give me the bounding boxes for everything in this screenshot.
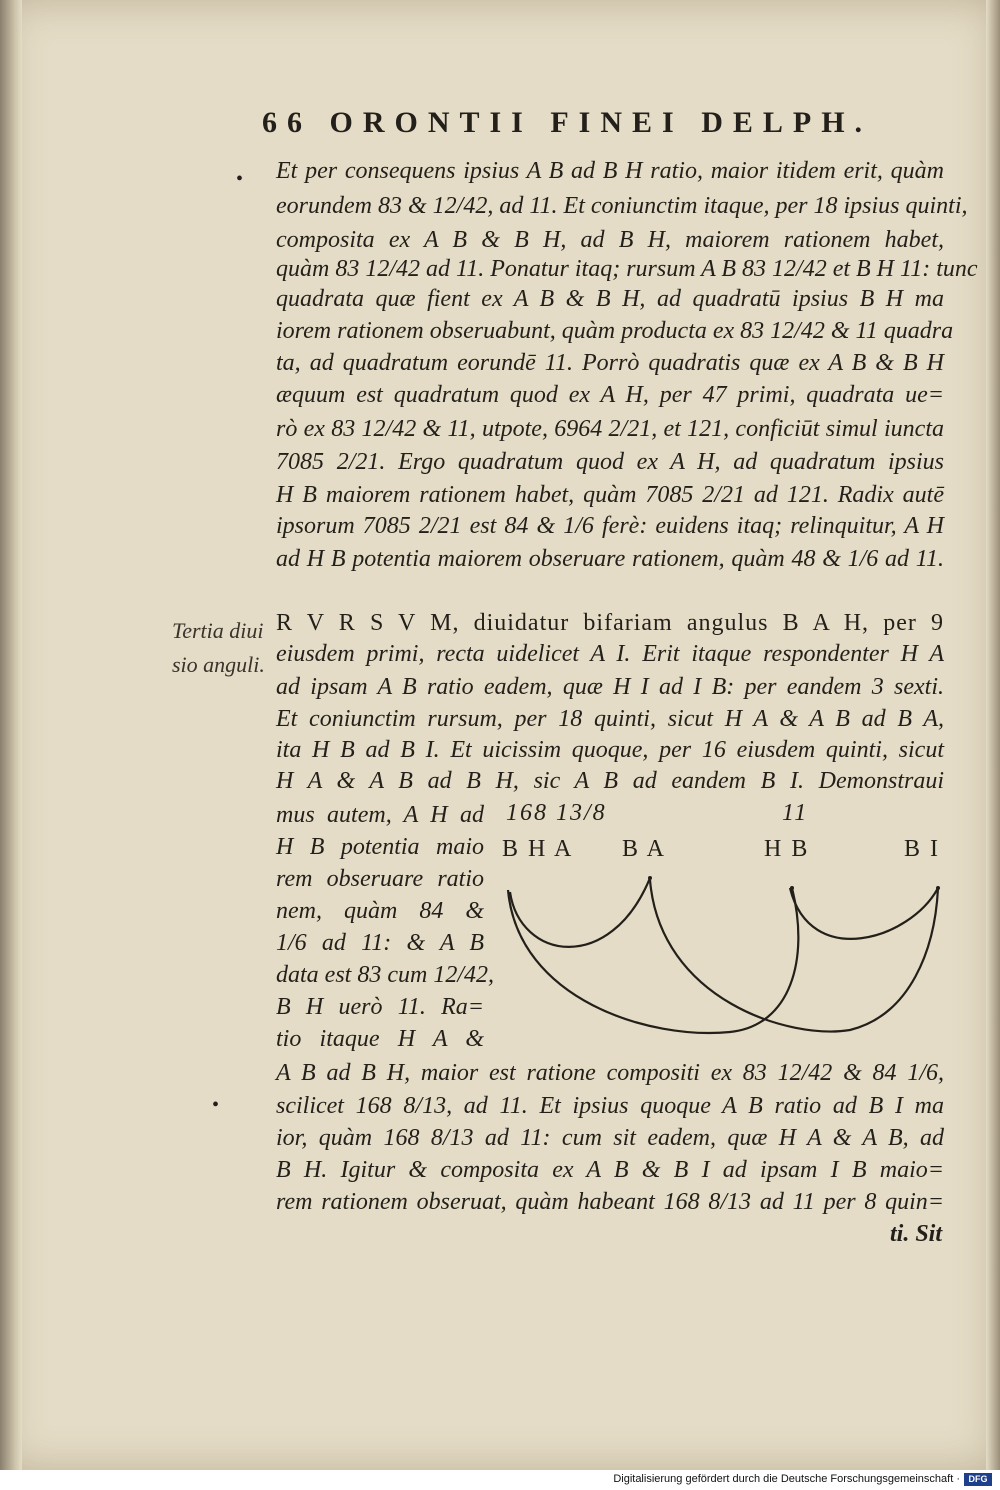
figure-label: B I	[904, 836, 940, 862]
text-line: quadrata quæ fient ex A B & B H, ad quadratū ipsius B H ma	[276, 286, 944, 312]
page-edge	[986, 0, 1000, 1470]
arc-outer-left	[508, 888, 798, 1033]
text-line: H B potentia maio	[276, 834, 484, 860]
figure-number-left: 168 13/8	[506, 800, 607, 826]
figure-label: H B	[764, 836, 810, 862]
text-line: rem rationem obseruat, quàm habeant 168 8/13 ad 11 per 8 quin=	[276, 1189, 944, 1215]
text-line: B H uerò 11. Ra=	[276, 994, 484, 1020]
book-gutter	[0, 0, 22, 1470]
running-head: 66 ORONTII FINEI DELPH.	[262, 106, 873, 139]
text-line: data est 83 cum 12/42,	[276, 962, 494, 988]
geometric-figure	[490, 800, 950, 1050]
text-line: rem obseruare ratio	[276, 866, 484, 892]
text-line: H B maiorem rationem habet, quàm 7085 2/21 ad 121. Radix autē	[276, 482, 944, 508]
text-line: eorundem 83 & 12/42, ad 11. Et coniunctim itaque, per 18 ipsius quinti,	[276, 193, 968, 219]
margin-note: sio anguli.	[172, 652, 265, 677]
figure-label: B H A	[502, 836, 574, 862]
arc-inner-left	[510, 878, 650, 947]
text-line: tio itaque H A &	[276, 1026, 484, 1052]
margin-mark: •	[236, 168, 244, 190]
text-line: composita ex A B & B H, ad B H, maiorem rationem habet,	[276, 227, 944, 253]
text-line: Et coniunctim rursum, per 18 quinti, sicut H A & A B ad B A,	[276, 706, 944, 732]
footer-bar	[0, 1470, 1000, 1490]
text-line: eiusdem primi, recta uidelicet A I. Erit itaque respondenter H A	[276, 641, 944, 667]
figure-point	[648, 876, 652, 880]
text-line: scilicet 168 8/13, ad 11. Et ipsius quoque A B ratio ad B I ma	[276, 1093, 944, 1119]
text-line: ita H B ad B I. Et uicissim quoque, per 16 eiusdem quinti, sicut	[276, 737, 944, 763]
margin-mark: •	[212, 1094, 220, 1116]
footer-credit: Digitalisierung gefördert durch die Deutsche Forschungsgemeinschaft ·	[613, 1473, 960, 1485]
text-line: nem, quàm 84 &	[276, 898, 484, 924]
text-line: ipsorum 7085 2/21 est 84 & 1/6 ferè: euidens itaq; relinquitur, A H	[276, 513, 944, 539]
text-line: ad H B potentia maiorem obseruare rationem, quàm 48 & 1/6 ad 11.	[276, 546, 944, 572]
figure-point	[790, 886, 794, 890]
text-line: mus autem, A H ad	[276, 802, 484, 828]
text-line: H A & A B ad B H, sic A B ad eandem B I. Demonstraui	[276, 768, 944, 794]
text-line: ior, quàm 168 8/13 ad 11: cum sit eadem, quæ H A & A B, ad	[276, 1125, 944, 1151]
text-line: ta, ad quadratum eorundē 11. Porrò quadratis quæ ex A B & B H	[276, 350, 944, 376]
figure-number-right: 11	[782, 800, 809, 826]
text-line: 7085 2/21. Ergo quadratum quod ex A H, ad quadratum ipsius	[276, 449, 944, 475]
text-line: B H. Igitur & composita ex A B & B I ad ipsam I B maio=	[276, 1157, 944, 1183]
text-line: iorem rationem obseruabunt, quàm producta ex 83 12/42 & 11 quadra	[276, 318, 954, 344]
arc-inner-right	[790, 888, 938, 939]
dfg-logo: DFG	[964, 1473, 992, 1486]
figure-point	[936, 886, 940, 890]
text-line: 1/6 ad 11: & A B	[276, 930, 484, 956]
text-line: rò ex 83 12/42 & 11, utpote, 6964 2/21, et 121, conficiūt simul iuncta	[276, 416, 944, 442]
catchword: ti. Sit	[890, 1221, 943, 1247]
figure-arcs	[490, 800, 950, 1050]
text-line: Et per consequens ipsius A B ad B H ratio, maior itidem erit, quàm	[276, 158, 944, 184]
text-line: ad ipsam A B ratio eadem, quæ H I ad I B: per eandem 3 sexti.	[276, 674, 944, 700]
text-line: quàm 83 12/42 ad 11. Ponatur itaq; rursum A B 83 12/42 et B H 11: tunc	[276, 256, 978, 282]
text-line: A B ad B H, maior est ratione compositi ex 83 12/42 & 84 1/6,	[276, 1060, 944, 1086]
figure-label: B A	[622, 836, 667, 862]
text-line: æquum est quadratum quod ex A H, per 47 primi, quadrata ue=	[276, 382, 944, 408]
text-line: R V R S V M, diuidatur bifariam angulus B A H, per 9	[276, 610, 944, 636]
margin-note: Tertia diui	[172, 618, 264, 643]
